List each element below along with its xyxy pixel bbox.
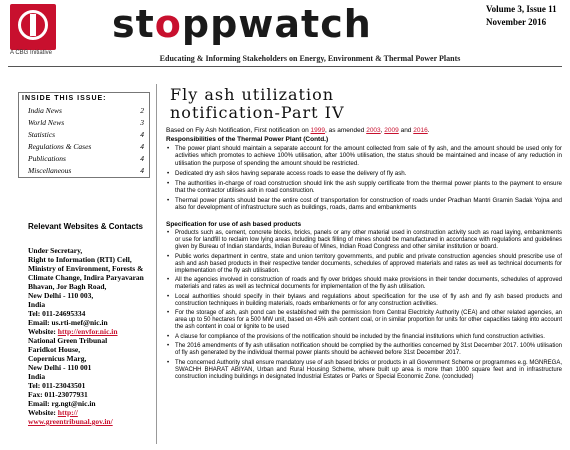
issue-date: November 2016: [486, 17, 547, 27]
volume-issue: Volume 3, Issue 11: [486, 4, 557, 14]
list-item: • Local authorities should specify in their bylaws and regulations about specification for the use of fly ash and fly ash based products and construction techniques in building materials, roads embankments or for any construction activities.: [166, 294, 562, 308]
list-item: • All the agencies involved in construction of roads and fly over bridges should make provisions in their tender documents, schedules of approved materials and rates as well as technical documents for implementation of the fly ash utilisation.: [166, 277, 562, 291]
year-link-1999[interactable]: 1999: [310, 127, 325, 134]
header-divider: [8, 66, 562, 67]
contact-block-ngt: National Green Tribunal Faridkot House, Copernicus Marg, New Delhi - 110 001 India Tel: 011-23043501 Fax: 011-23077931 Email: rg.ngt@nic.in Website: http:// www.greentribunal.gov.in/: [28, 336, 153, 426]
list-item: • A clause for compliance of the provisions of the notification should be included by the financial institutions which fund construction activities.: [166, 334, 562, 341]
list-item: • For the storage of ash, ash pond can be established with the permission from Central Electricity Authority (CEA) and other related agencies, an area up to 50 hectares for a 500 MW unit, based on 45% ash content coal, or in similar proportion for units for other capacities taking into account the ash content in coal or lignite to be used: [166, 310, 562, 331]
website-link-ngt[interactable]: http://: [57, 408, 78, 417]
article-intro: Based on Fly Ash Notification, First notification on 1999, as amended 2003, 2009 and 2016.: [166, 127, 430, 134]
list-item: • The authorities in-charge of road construction should link the ash supply certificate from the thermal power plants to the payment to ensure that the contractor utilises ash in road construction.: [166, 180, 562, 195]
subhead-specification: Specification for use of ash based products: [166, 221, 302, 228]
toc-item[interactable]: Regulations & Cases 4: [28, 142, 144, 151]
list-item: • The concerned Authority shall ensure mandatory use of ash based bricks or products in all Government Scheme or programmes e.g. MGNREGA, SWACHH BHARAT ABIYAN, Urban and Rural Housing Scheme, where built up area is more than 1000 square feet and in infrastructure construction including buildings in designated Industrial Estates or Parks or Special Economic Zone. (concluded): [166, 360, 562, 381]
toc-item[interactable]: World News 3: [28, 118, 144, 127]
year-link-2016[interactable]: 2016: [413, 127, 428, 134]
column-divider: [156, 84, 157, 444]
relevant-websites-title: Relevant Websites & Contacts: [28, 222, 143, 231]
list-item: • Products such as, cement, concrete blocks, bricks, panels or any other material used in construction activity such as road laying, embankments or use for landfill to reclaim low lying areas including back filling of mines should be manufactured in accordance with regulations and guidelines given by Bureau of Indian standards, Indian Bureau of Mines, Indian Road Congress and other similar institution or board.: [166, 230, 562, 251]
subhead-responsibilities: Responsibilities of the Thermal Power Plant (Contd.): [166, 136, 329, 143]
website-link-moef[interactable]: http://envfor.nic.in: [57, 327, 118, 336]
specification-list: [166, 230, 562, 383]
responsibilities-list: [166, 145, 562, 214]
list-item: • The 2016 amendments of fly ash utilisation notification should be complied by the authorities concerned by 31st December 2017. 100% utilisation of fly ash generated by the individual thermal power plants should be achieved before 31st December 2017.: [166, 343, 562, 357]
article-title: Fly ash utilization notification-Part IV: [170, 85, 345, 122]
list-item: • Thermal power plants should bear the entire cost of transportation for construction of roads under Pradhan Mantri Gramin Sadak Yojna and also for development of infrastructure such as buildings, roads, dams and embankments: [166, 197, 562, 212]
year-link-2003[interactable]: 2003: [366, 127, 381, 134]
contact-block-moef: Under Secretary, Right to Information (RTI) Cell, Ministry of Environment, Forests & Climate Change, Indira Paryavaran Bhavan, Jor Bagh Road, New Delhi - 110 003, India Tel: 011-24695334 Email: us.rti-mef@nic.in Website: http://envfor.nic.in: [28, 246, 144, 336]
list-item: • Dedicated dry ash silos having separate access roads to ease the delivery of fly ash.: [166, 170, 562, 177]
toc-item[interactable]: Publications 4: [28, 154, 144, 163]
list-item: • Public works department in centre, state and union territory governments, and public and private construction agencies should prescribe use of ash and ash based products in their respective tender documents, schedules of approved materials and rates as well as technical documents for implementation of the fly ash utilisation.: [166, 254, 562, 275]
masthead-title: stoppwatch: [112, 2, 372, 46]
toc-title: INSIDE THIS ISSUE:: [22, 95, 107, 102]
logo-caption: A CBG Initiative: [10, 50, 53, 56]
tagline: Educating & Informing Stakeholders on Energy, Environment & Thermal Power Plants: [159, 54, 461, 63]
toc-item[interactable]: Miscellaneous 4: [28, 166, 144, 175]
cbg-logo: [10, 4, 56, 50]
year-link-2009[interactable]: 2009: [384, 127, 399, 134]
toc-item[interactable]: India News 2: [28, 106, 144, 115]
list-item: • The power plant should maintain a separate account for the amount collected from sale of fly ash, and the amount should be used only for activities which promotes to achieve 100% utilisation, after 100% utilisation, the status should be maintained and incase of any reduction in utilisation the purpose of spending the amount should be restricted.: [166, 145, 562, 167]
website-link-ngt-cont[interactable]: www.greentribunal.gov.in/: [28, 417, 113, 426]
toc-item[interactable]: Statistics 4: [28, 130, 144, 139]
